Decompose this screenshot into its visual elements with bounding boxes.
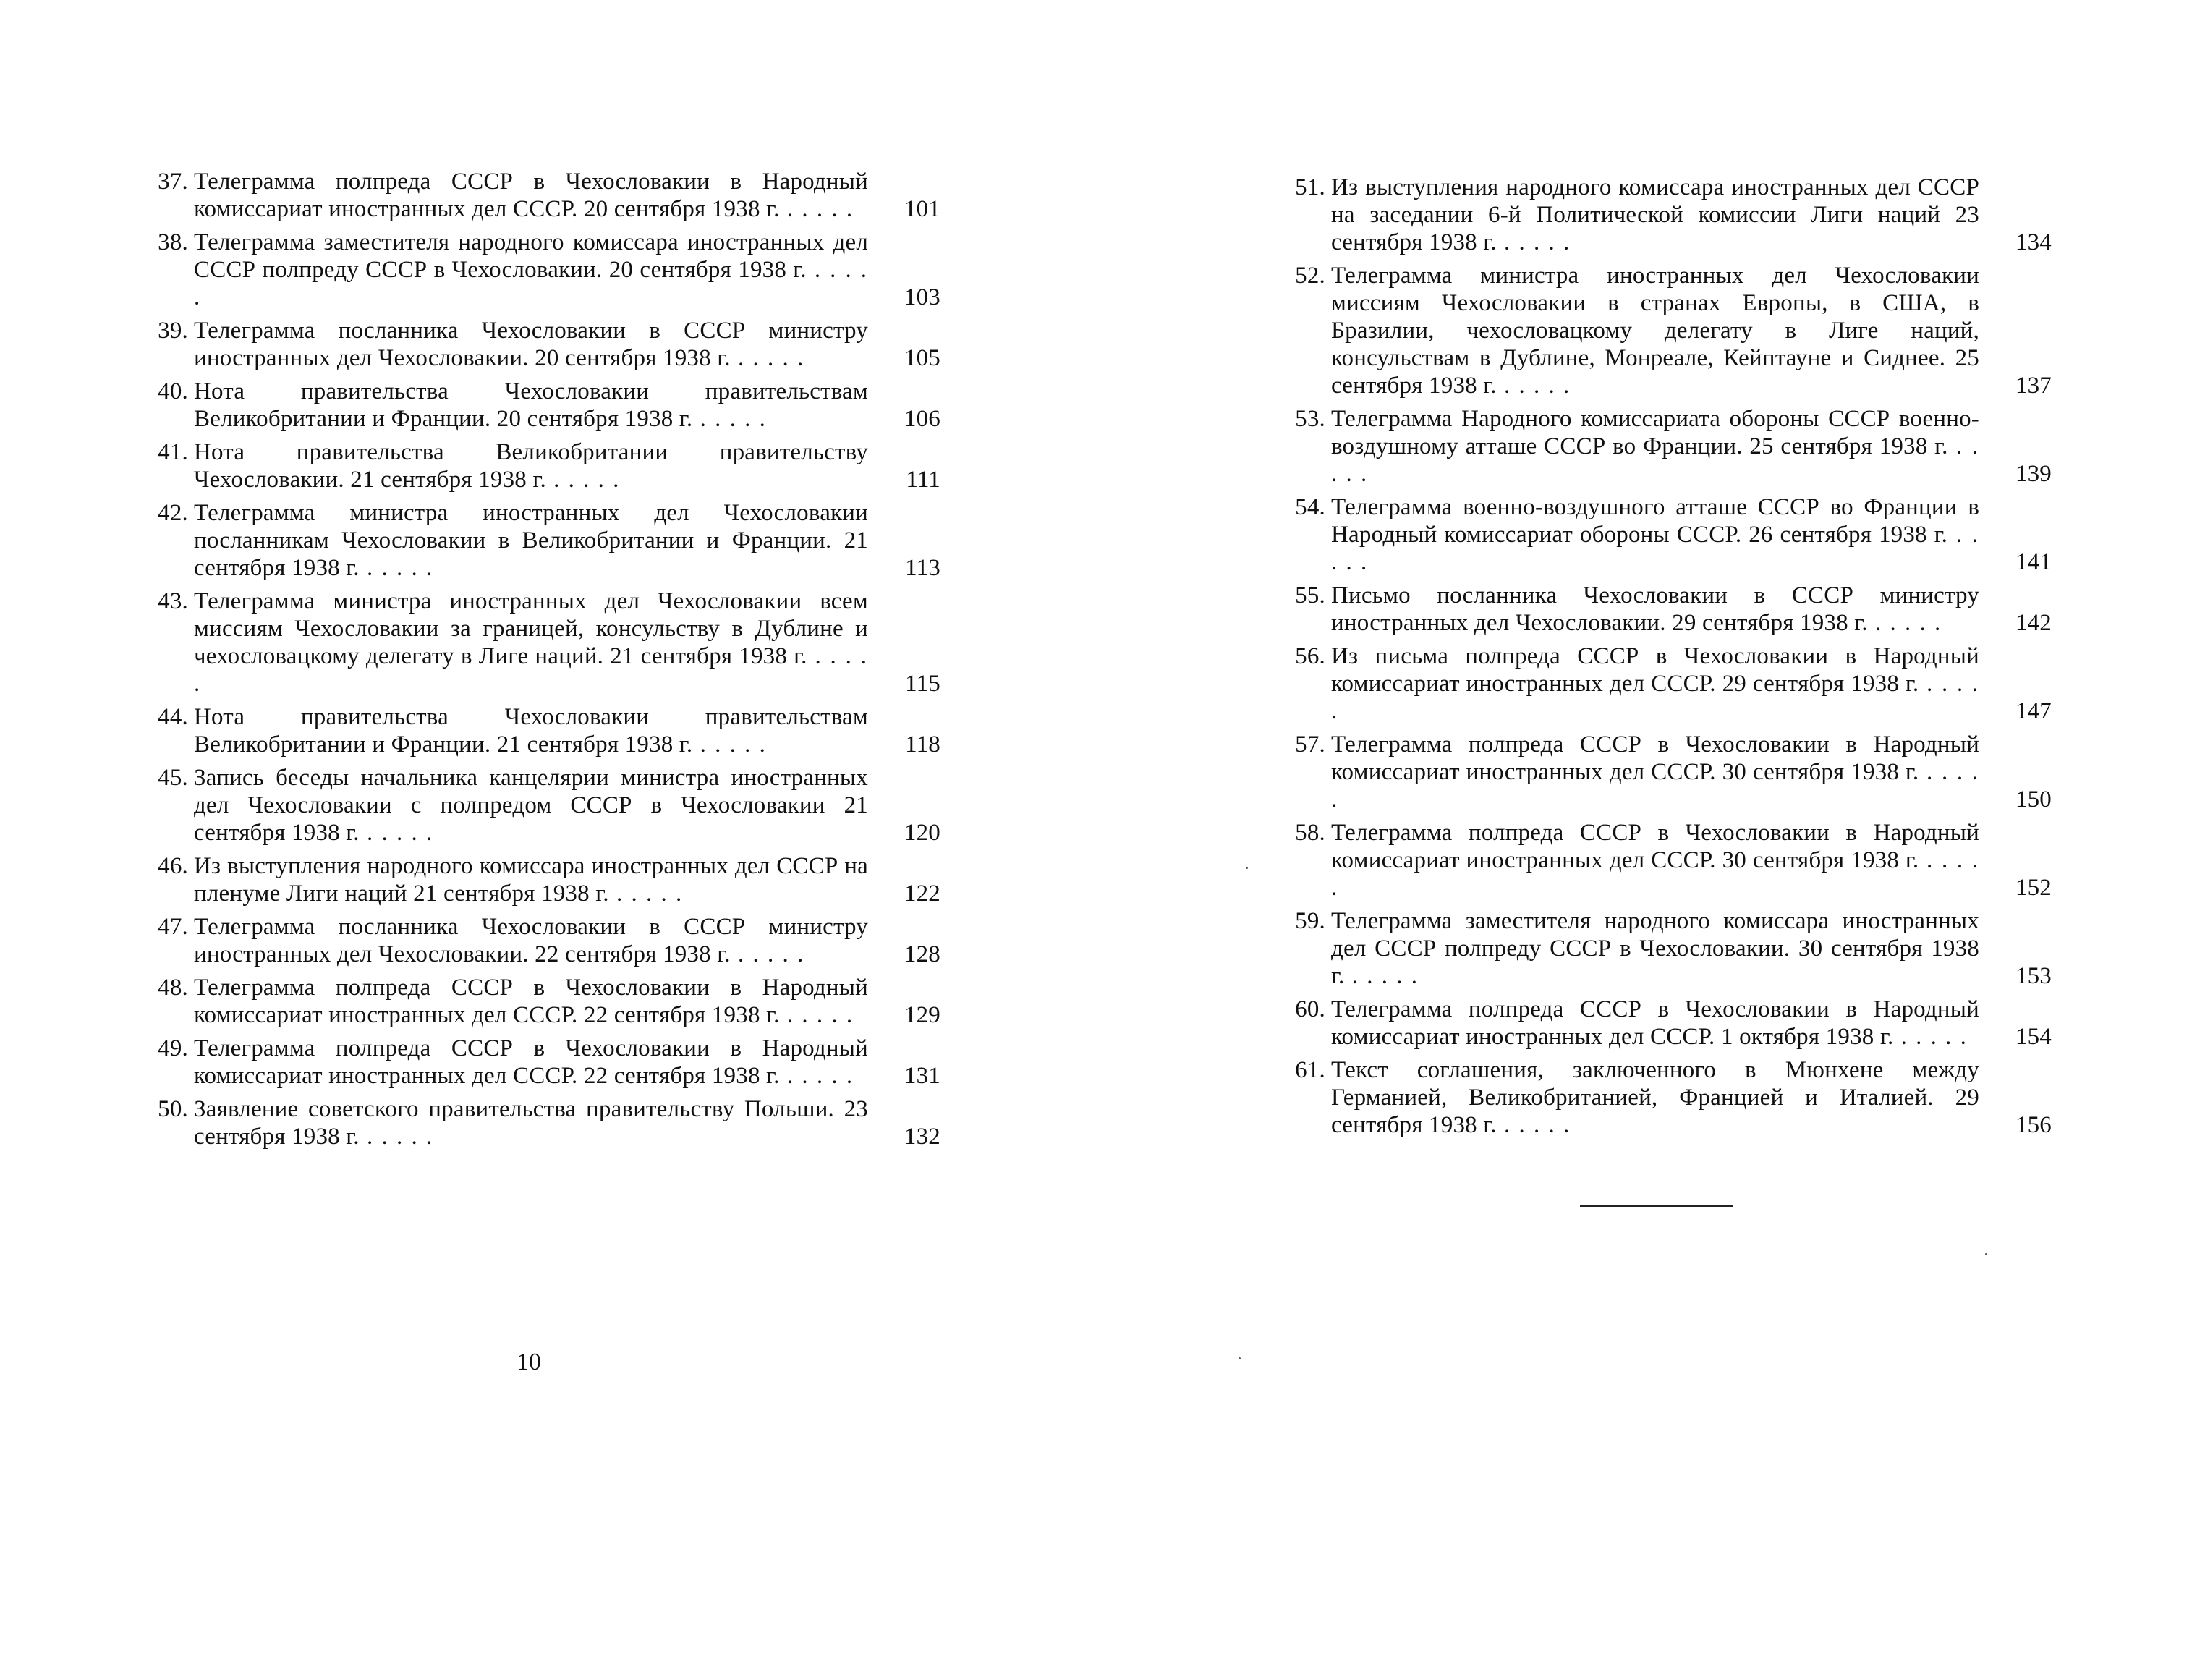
leader-dots: . . . . . xyxy=(545,467,621,493)
leader-dots: . . . . . xyxy=(359,1124,434,1150)
toc-entry xyxy=(1279,642,2052,725)
entry-number: 47. xyxy=(158,914,188,940)
entry-page: 142 xyxy=(2015,610,2052,636)
entry-number: 44. xyxy=(158,704,188,730)
entry-page: 139 xyxy=(2015,461,2052,487)
toc-entry xyxy=(1279,907,2052,990)
entry-page: 101 xyxy=(904,196,940,222)
entry-number: 39. xyxy=(158,318,188,344)
entry-number: 60. xyxy=(1295,996,1325,1022)
entry-page: 134 xyxy=(2015,229,2052,255)
entry-page: 150 xyxy=(2015,786,2052,813)
entry-page: 141 xyxy=(2015,549,2052,575)
toc-entry xyxy=(1279,582,2052,637)
toc-entry xyxy=(142,499,940,582)
entry-number: 57. xyxy=(1295,731,1325,758)
entry-title: Текст соглашения, заключенного в Мюнхене между Германией, Великобританией, Францией и Италией. 29 сентября 1938 г. . . . . . xyxy=(1331,1057,1979,1138)
toc-entry xyxy=(142,378,940,433)
entry-title: Письмо посланника Чехословакии в СССР министру иностранных дел Чехословакии. 29 сентября 1938 г. . . . . . xyxy=(1331,582,1979,636)
entry-page: 122 xyxy=(904,881,940,907)
entry-page: 152 xyxy=(2015,875,2052,901)
leader-dots: . . . . . xyxy=(1331,522,1980,575)
entry-number: 42. xyxy=(158,500,188,526)
entry-number: 59. xyxy=(1295,908,1325,934)
entry-number: 48. xyxy=(158,975,188,1001)
entry-title: Телеграмма министра иностранных дел Чехословакии посланникам Чехословакии в Великобритании и Франции. 21 сентября 1938 г. . . . . . xyxy=(194,500,868,581)
entry-page: 103 xyxy=(904,284,940,310)
entry-page: 128 xyxy=(904,941,940,967)
entry-page: 113 xyxy=(905,555,940,581)
entry-page: 105 xyxy=(904,345,940,371)
leader-dots: . . . . . xyxy=(1496,229,1571,255)
entry-number: 41. xyxy=(158,439,188,465)
entry-title: Телеграмма министра иностранных дел Чехословакии миссиям Чехословакии в странах Европы, в США, в Бразилии, чехословацкому делегату в Лиге наций, консульствам в Дублине, Монреале, Кейптауне и Сиднее. 25 сентября 1938 г. . . . . . xyxy=(1331,263,1979,399)
toc-entry xyxy=(1279,262,2052,399)
entry-number: 55. xyxy=(1295,582,1325,608)
entry-page: 106 xyxy=(904,406,940,432)
toc-column-right xyxy=(1279,174,2052,1145)
scan-speck xyxy=(1239,1357,1241,1359)
toc-entry xyxy=(142,1095,940,1150)
entry-title: Телеграмма полпреда СССР в Чехословакии в Народный комиссариат иностранных дел СССР. 22 сентября 1938 г. . . . . . xyxy=(194,975,868,1028)
toc-entry xyxy=(142,1035,940,1090)
entry-page: 154 xyxy=(2015,1024,2052,1050)
leader-dots: . . . . . xyxy=(194,257,868,310)
toc-entry xyxy=(142,913,940,968)
toc-entry xyxy=(1279,174,2052,256)
entry-page: 129 xyxy=(904,1002,940,1028)
entry-page: 120 xyxy=(904,820,940,846)
section-end-rule xyxy=(1580,1205,1733,1207)
toc-entry xyxy=(1279,731,2052,813)
toc-entry xyxy=(142,317,940,372)
leader-dots: . . . . . xyxy=(779,1002,854,1028)
toc-entry xyxy=(1279,819,2052,901)
leader-dots: . . . . . xyxy=(359,820,434,846)
entry-title: Телеграмма полпреда СССР в Чехословакии в Народный комиссариат иностранных дел СССР. 22 сентября 1938 г. . . . . . xyxy=(194,1035,868,1089)
entry-title: Телеграмма Народного комиссариата обороны СССР военно-воздушному атташе СССР во Франции. 25 сентября 1938 г. . . . . . xyxy=(1331,406,1980,487)
entry-page: 131 xyxy=(904,1063,940,1089)
entry-title: Нота правительства Великобритании правительству Чехословакии. 21 сентября 1938 г. . . . . . xyxy=(194,439,868,493)
entry-title: Нота правительства Чехословакии правительствам Великобритании и Франции. 21 сентября 1938 г. . . . . . xyxy=(194,704,868,758)
leader-dots: . . . . . xyxy=(1331,759,1980,813)
entry-number: 61. xyxy=(1295,1057,1325,1083)
toc-column-left xyxy=(142,168,940,1156)
entry-page: 118 xyxy=(905,731,940,758)
entry-page: 156 xyxy=(2015,1112,2052,1138)
leader-dots: . . . . . xyxy=(730,345,805,371)
leader-dots: . . . . . xyxy=(1331,433,1980,487)
toc-entry xyxy=(142,438,940,493)
entry-title: Из выступления народного комиссара иностранных дел СССР на пленуме Лиги наций 21 сентября 1938 г. . . . . . xyxy=(194,853,868,907)
toc-entry xyxy=(142,168,940,223)
entry-number: 40. xyxy=(158,378,188,404)
leader-dots: . . . . . xyxy=(779,196,854,222)
entry-title: Телеграмма полпреда СССР в Чехословакии в Народный комиссариат иностранных дел СССР. 30 сентября 1938 г. . . . . . xyxy=(1331,731,1980,813)
entry-page: 115 xyxy=(905,671,940,697)
entry-title: Телеграмма заместителя народного комиссара иностранных дел СССР полпреду СССР в Чехословакии. 20 сентября 1938 г. . . . . . xyxy=(194,229,868,310)
entry-title: Телеграмма полпреда СССР в Чехословакии в Народный комиссариат иностранных дел СССР. 1 октября 1938 г. . . . . . xyxy=(1331,996,1979,1050)
entry-title: Телеграмма полпреда СССР в Чехословакии в Народный комиссариат иностранных дел СССР. 30 сентября 1938 г. . . . . . xyxy=(1331,820,1980,901)
leader-dots: . . . . . xyxy=(1867,610,1942,636)
entry-number: 54. xyxy=(1295,494,1325,520)
toc-entry xyxy=(1279,493,2052,576)
entry-number: 38. xyxy=(158,229,188,255)
leader-dots: . . . . . xyxy=(692,406,767,432)
leader-dots: . . . . . xyxy=(359,555,434,581)
page-number: 10 xyxy=(517,1349,541,1375)
entry-number: 56. xyxy=(1295,643,1325,669)
scan-speck xyxy=(1246,867,1248,869)
leader-dots: . . . . . xyxy=(1331,847,1980,901)
entry-title: Нота правительства Чехословакии правительствам Великобритании и Франции. 20 сентября 1938 г. . . . . . xyxy=(194,378,868,432)
toc-entry xyxy=(142,974,940,1029)
entry-number: 37. xyxy=(158,169,188,195)
scan-speck xyxy=(1985,1253,1987,1255)
entry-title: Телеграмма военно-воздушного атташе СССР во Франции в Народный комиссариат обороны СССР. 26 сентября 1938 г. . . . . . xyxy=(1331,494,1980,575)
entry-title: Заявление советского правительства правительству Польши. 23 сентября 1938 г. . . . . . xyxy=(194,1096,868,1150)
entry-number: 49. xyxy=(158,1035,188,1061)
leader-dots: . . . . . xyxy=(1496,1112,1571,1138)
entry-number: 45. xyxy=(158,765,188,791)
entry-title: Запись беседы начальника канцелярии министра иностранных дел Чехословакии с полпредом СССР в Чехословакии 21 сентября 1938 г. . . . . . xyxy=(194,765,868,846)
leader-dots: . . . . . xyxy=(692,731,767,758)
leader-dots: . . . . . xyxy=(779,1063,854,1089)
entry-number: 53. xyxy=(1295,406,1325,432)
toc-entry xyxy=(142,852,940,907)
entry-number: 58. xyxy=(1295,820,1325,846)
entry-title: Из письма полпреда СССР в Чехословакии в Народный комиссариат иностранных дел СССР. 29 сентября 1938 г. . . . . . xyxy=(1331,643,1980,724)
toc-entry xyxy=(1279,405,2052,488)
leader-dots: . . . . . xyxy=(730,941,805,967)
toc-entry xyxy=(142,229,940,311)
entry-page: 147 xyxy=(2015,698,2052,724)
leader-dots: . . . . . xyxy=(1344,963,1419,989)
entry-number: 50. xyxy=(158,1096,188,1122)
leader-dots: . . . . . xyxy=(1893,1024,1968,1050)
toc-entry xyxy=(142,703,940,758)
toc-entry xyxy=(1279,996,2052,1051)
entry-title: Телеграмма министра иностранных дел Чехословакии всем миссиям Чехословакии за границей, консульству в Дублине и чехословацкому делегату в Лиге наций. 21 сентября 1938 г. . . . . . xyxy=(194,588,868,697)
leader-dots: . . . . . xyxy=(608,881,684,907)
entry-number: 51. xyxy=(1295,174,1325,200)
leader-dots: . . . . . xyxy=(1331,671,1980,724)
leader-dots: . . . . . xyxy=(194,643,868,697)
entry-title: Телеграмма полпреда СССР в Чехословакии в Народный комиссариат иностранных дел СССР. 20 сентября 1938 г. . . . . . xyxy=(194,169,868,222)
entry-page: 132 xyxy=(904,1124,940,1150)
entry-number: 43. xyxy=(158,588,188,614)
entry-page: 153 xyxy=(2015,963,2052,989)
entry-title: Из выступления народного комиссара иностранных дел СССР на заседании 6-й Политической комиссии Лиги наций 23 сентября 1938 г. . . . . . xyxy=(1331,174,1979,255)
entry-page: 111 xyxy=(906,467,940,493)
toc-entry xyxy=(1279,1056,2052,1139)
entry-number: 52. xyxy=(1295,263,1325,289)
entry-title: Телеграмма заместителя народного комиссара иностранных дел СССР полпреду СССР в Чехословакии. 30 сентября 1938 г. . . . . . xyxy=(1331,908,1979,989)
toc-entry xyxy=(142,587,940,697)
entry-number: 46. xyxy=(158,853,188,879)
entry-page: 137 xyxy=(2015,373,2052,399)
entry-title: Телеграмма посланника Чехословакии в СССР министру иностранных дел Чехословакии. 20 сентября 1938 г. . . . . . xyxy=(194,318,868,371)
leader-dots: . . . . . xyxy=(1496,373,1571,399)
toc-entry xyxy=(142,764,940,847)
entry-title: Телеграмма посланника Чехословакии в СССР министру иностранных дел Чехословакии. 22 сентября 1938 г. . . . . . xyxy=(194,914,868,967)
